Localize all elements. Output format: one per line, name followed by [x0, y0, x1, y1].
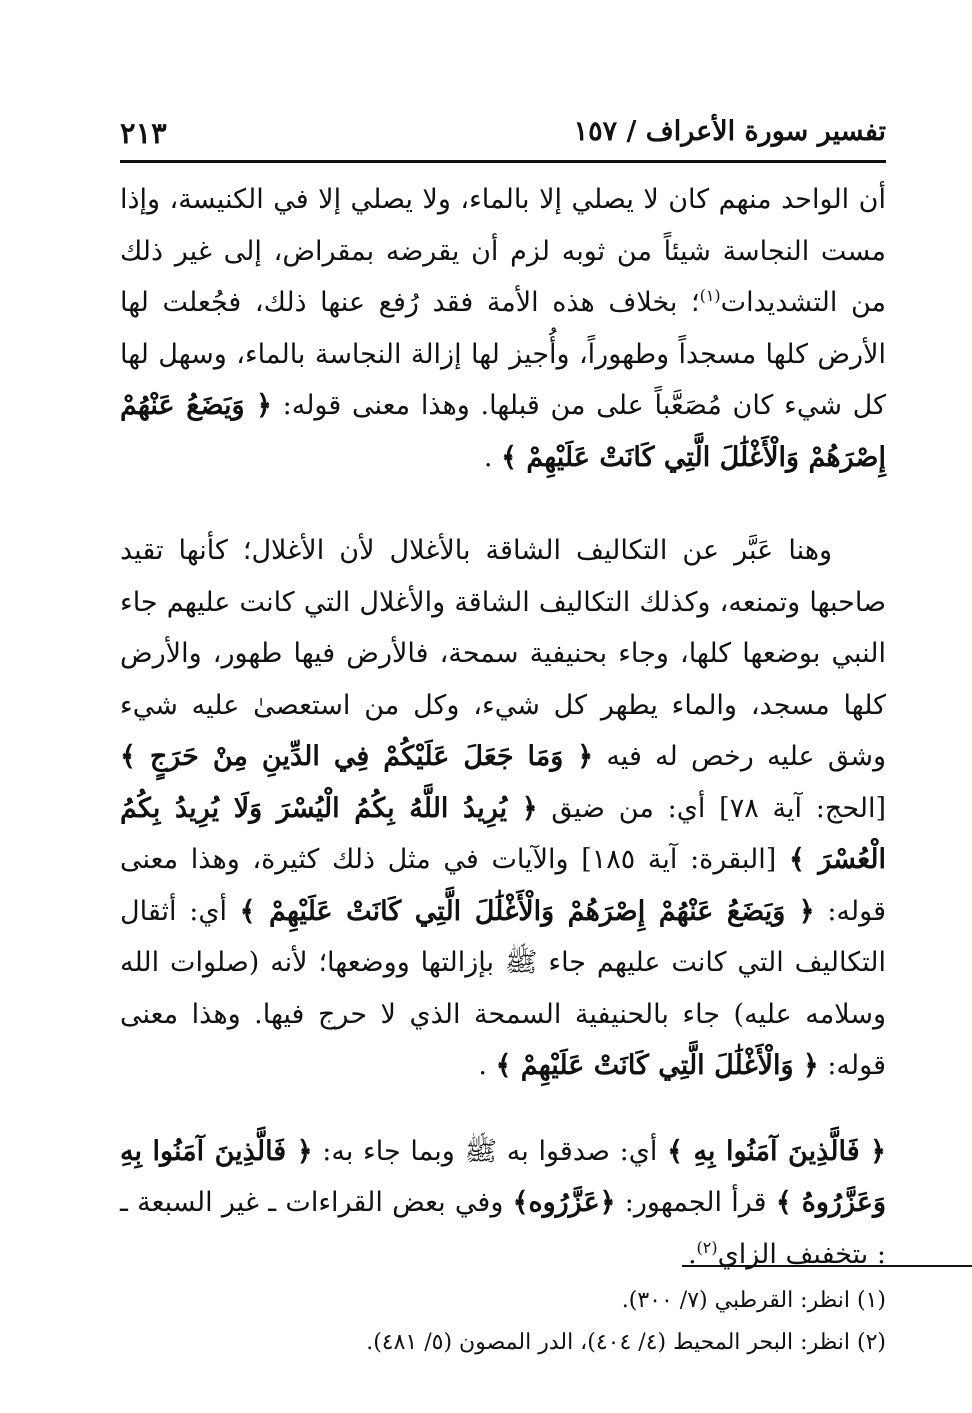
quran-verse: ﴿ وَيَضَعُ عَنْهُمْ إِصْرَهُمْ وَالْأَغْلَٰلَ الَّتِي كَانَتْ عَلَيْهِمْ ﴾ [239, 895, 815, 927]
paragraph-text: . [483, 441, 502, 473]
quran-verse: ﴿ وَالْأَغْلَٰلَ الَّتِي كَانَتْ عَلَيْهِمْ ﴾ [495, 1050, 819, 1081]
header-divider [120, 160, 886, 163]
page-number: ٢١٣ [120, 116, 167, 150]
paragraph-text: . [478, 1050, 496, 1081]
paragraph-2 [120, 525, 886, 1092]
quran-verse: ﴿ فَالَّذِينَ آمَنُوا بِهِ وَعَزَّرُوهُ ﴾ [120, 1135, 886, 1218]
quran-verse: ﴿ فَالَّذِينَ آمَنُوا بِهِ ﴾ [667, 1135, 886, 1167]
quran-word: ﴿عَزَّرُوه﴾ [512, 1187, 616, 1218]
paragraph-text: أي: صدقوا به ﷺ وبما جاء به: [312, 1135, 668, 1167]
running-title: تفسير سورة الأعراف / ١٥٧ [573, 116, 886, 147]
paragraph-gap [120, 1092, 886, 1126]
paragraph-text: وفي بعض القراءات ـ غير السبعة ـ : بتخفيف الزاي [120, 1187, 886, 1270]
quran-verse: ﴿ يُرِيدُ اللَّهُ بِكُمُ الْيُسْرَ وَلَا يُرِيدُ بِكُمُ الْعُسْرَ ﴾ [120, 792, 886, 875]
quran-verse: ﴿ وَمَا جَعَلَ عَلَيْكُمْ فِي الدِّينِ مِنْ حَرَجٍ ﴾ [120, 741, 594, 772]
paragraph-1 [120, 174, 886, 483]
paragraph-text: وهنا عَبَّر عن التكاليف الشاقة بالأغلال لأن الأغلال؛ كأنها تقيد صاحبها وتمنعه، وكذلك التكاليف الشاقة والأغلال التي كانت عليهم جاء النبي بوضعها كلها، وجاء بحنيفية سمحة، فالأرض فيها طهور، والأرض كلها مسجد، والماء يطهر كل شيء، وكل من استعصىٰ عليه شيء وشق عليه رخص له فيه [120, 535, 886, 772]
footnote-1: (١) انظر: القرطبي (٧/ ٣٠٠). [621, 1288, 886, 1313]
quran-verse: ﴿ وَيَضَعُ عَنْهُمْ إِصْرَهُمْ وَالْأَغْلَٰلَ الَّتِي كَانَتْ عَلَيْهِمْ ﴾ [120, 390, 886, 473]
page [120, 0, 886, 1413]
paragraph-text: . [687, 1238, 697, 1270]
paragraph-3 [120, 1126, 886, 1281]
footnote-ref-1[interactable]: (١) [699, 286, 721, 305]
paragraph-text: ؛ بخلاف هذه الأمة فقد رُفع عنها ذلك، فجُعلت لها الأرض كلها مسجداً وطهوراً، وأُجيز لها إزالة النجاسة بالماء، وسهل لها كل شيء كان مُصَعَّباً على من قبلها. وهذا معنى قوله: [120, 287, 886, 421]
footnote-2: (٢) انظر: البحر المحيط (٤/ ٤٠٤)، الدر المصون (٥/ ٤٨١). [366, 1330, 886, 1355]
paragraph-text: [الحج: آية ٧٨] أي: من ضيق [537, 792, 887, 824]
paragraph-gap [120, 483, 886, 525]
footnote-divider [682, 1265, 972, 1267]
main-text [120, 174, 886, 1280]
paragraph-text: أي: أثقال التكاليف التي كانت عليهم جاء ﷺ بإزالتها ووضعها؛ لأنه (صلوات الله وسلامه عليه) جاء بالحنيفية السمحة الذي لا حرج فيها. وهذا معنى قوله: [120, 895, 886, 1081]
footnote-ref-2[interactable]: (٢) [696, 1237, 718, 1257]
paragraph-text: قرأ الجمهور: [615, 1187, 776, 1218]
paragraph-text: أن الواحد منهم كان لا يصلي إلا بالماء، ولا يصلي إلا في الكنيسة، وإذا مست النجاسة شيئاً من ثوبه لزم أن يقرضه بمقراض، إلى غير ذلك من التشديدات [120, 184, 886, 318]
paragraph-text: [البقرة: آية ١٨٥] والآيات في مثل ذلك كثيرة، وهذا معنى قوله: [120, 844, 886, 927]
footnotes [120, 1280, 886, 1364]
page-header [120, 116, 886, 160]
